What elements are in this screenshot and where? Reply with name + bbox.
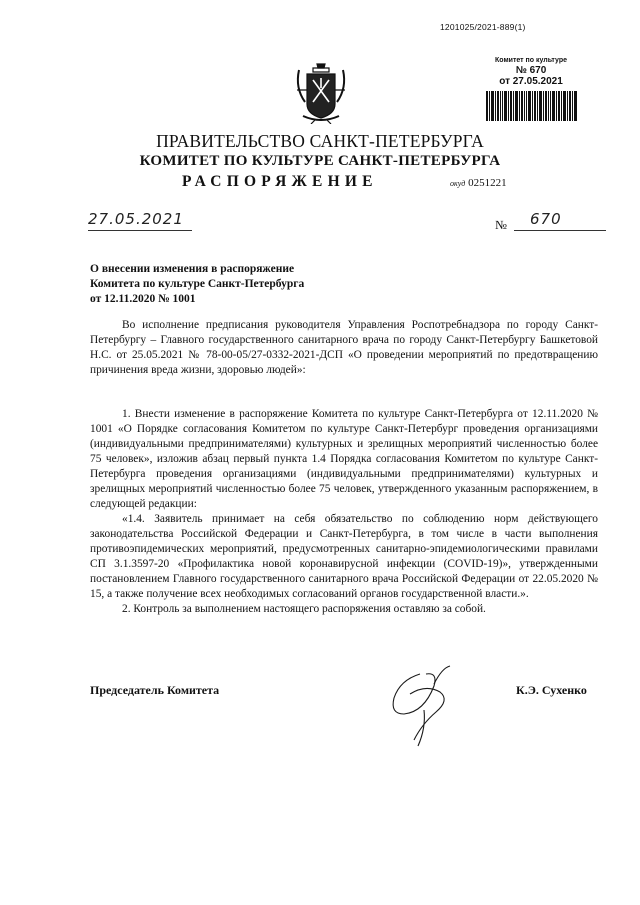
preamble-block xyxy=(90,318,598,378)
signatory-name: К.Э. Сухенко xyxy=(516,683,587,697)
item-1-paragraph: 1. Внести изменение в распоряжение Комитета по культуре Санкт-Петербурга от 12.11.2020 № 1001 «О Порядке согласования Комитетом по культуре Санкт-Петербург проведения организациями (индивидуальными предпринимателями) культурных и зрелищных мероприятий численностью более 75 человек», изложив абзац первый пункта 1.4 Порядка согласования Комитетом по культуре Санкт-Петербурга проведения организациями (индивидуальными предпринимателями) культурных и зрелищных мероприятий численностью более 75 человек, утвержденного указанным распоряжением, в следующей редакции: xyxy=(90,408,598,510)
stamp-date: от 27.05.2021 xyxy=(499,76,563,87)
registration-date: 27.05.2021 xyxy=(88,210,184,228)
item-2-paragraph: 2. Контроль за выполнением настоящего распоряжения оставляю за собой. xyxy=(122,603,486,615)
date-underline xyxy=(88,230,192,231)
stamp-number: № 670 xyxy=(515,65,547,76)
subject-line-3: от 12.11.2020 № 1001 xyxy=(90,293,196,305)
committee-title: КОМИТЕТ ПО КУЛЬТУРЕ САНКТ-ПЕТЕРБУРГА xyxy=(139,153,501,169)
government-title: ПРАВИТЕЛЬСТВО САНКТ-ПЕТЕРБУРГА xyxy=(156,131,484,151)
okud-label: окуд xyxy=(450,179,466,188)
registration-stamp xyxy=(484,56,578,87)
okud-code xyxy=(450,177,507,189)
signatory-position: Председатель Комитета xyxy=(90,683,220,697)
okud-value: 0251221 xyxy=(468,177,507,189)
registration-number: 670 xyxy=(530,210,562,228)
document-subject xyxy=(90,262,304,307)
order-items-block xyxy=(90,407,598,617)
handwritten-signature xyxy=(380,654,470,754)
subject-line-1: О внесении изменения в распоряжение xyxy=(90,263,295,275)
barcode xyxy=(486,91,578,121)
stamp-org: Комитет по культуре xyxy=(495,57,567,64)
coat-of-arms-icon xyxy=(293,60,349,124)
number-label: № xyxy=(495,218,507,232)
document-type: РАСПОРЯЖЕНИЕ xyxy=(182,173,378,190)
quoted-paragraph: «1.4. Заявитель принимает на себя обязательство по соблюдению норм действующего законодательства Российской Федерации и Санкт-Петербурга, в том числе в части выполнения противоэпидемических мероприятий, предусмотренных санитарно-эпидемиологическими правилами СП 3.1.3597-20 «Профилактика новой коронавирусной инфекции (COVID-19)», утвержденными постановлением Главного государственного санитарного врача Российской Федерации от 22.05.2020 № 15, а также получение всех необходимых согласований органов государственной власти.». xyxy=(90,513,598,600)
number-underline xyxy=(514,230,606,231)
document-id: 1201025/2021-889(1) xyxy=(440,22,526,32)
preamble-paragraph: Во исполнение предписания руководителя Управления Роспотребнадзора по городу Санкт-Петербургу – Главного государственного санитарного врача по городу Санкт-Петербургу Башкетовой Н.С. от 25.05.2021 № 78-00-05/27-0332-2021-ДСП «О проведении мероприятий по предотвращению причинения вреда жизни, здоровью людей»: xyxy=(90,319,598,376)
subject-line-2: Комитета по культуре Санкт-Петербурга xyxy=(90,278,305,290)
